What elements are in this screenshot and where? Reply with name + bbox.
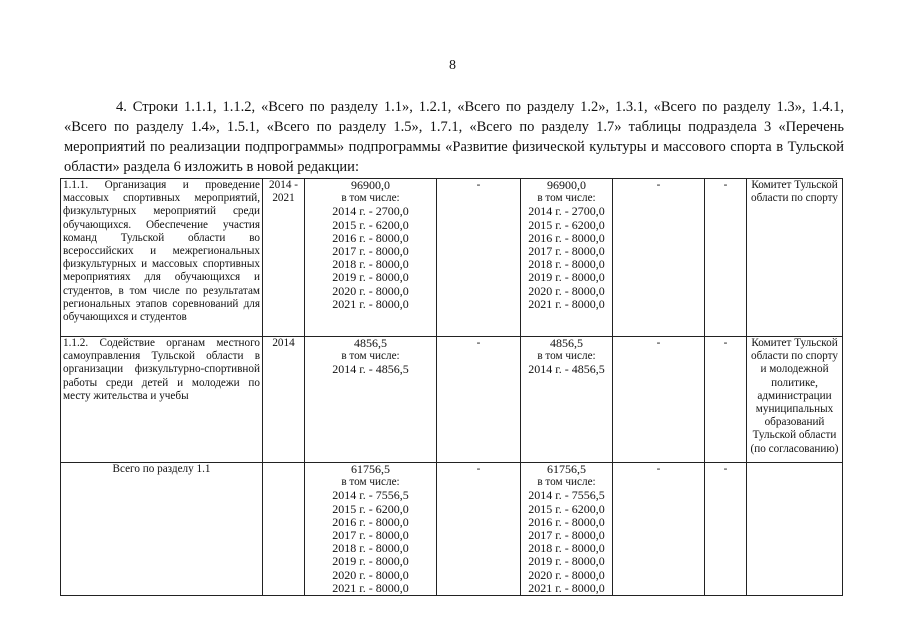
row-organization-cell: Комитет Тульской области по спорту [747, 179, 843, 337]
amount2-year-line: 2014 г. - 7556,5 [528, 488, 605, 503]
amount-including-label: в том числе: [341, 476, 400, 489]
row-amount-cell [305, 463, 437, 596]
amount2-including-label: в том числе: [537, 192, 596, 205]
row-amount-cell [305, 337, 437, 463]
measures-table [60, 178, 843, 596]
row-col4-cell: - [437, 179, 521, 337]
amount-including-label: в том числе: [341, 350, 400, 363]
row-col6-cell: - [613, 463, 705, 596]
row-name-cell: 1.1.2. Содействие органам местного самоуправления Тульской области в организации физкультурно-спортивной работы среди детей и молодежи по месту жительства и учебы [61, 337, 263, 463]
amount2-total: 61756,5 [547, 462, 586, 476]
row-name-cell: Всего по разделу 1.1 [61, 463, 263, 596]
amount-year-line: 2014 г. - 2700,0 [332, 204, 409, 219]
amount2-including-label: в том числе: [537, 350, 596, 363]
amount2-year-line: 2014 г. - 2700,0 [528, 204, 605, 219]
amount2-year-line: 2021 г. - 8000,0 [528, 296, 605, 311]
amount2-year-line: 2020 г. - 8000,0 [528, 283, 605, 298]
row-amount2-cell [521, 179, 613, 337]
amount2-year-line: 2021 г. - 8000,0 [528, 580, 605, 595]
amount-total: 61756,5 [351, 462, 390, 476]
intro-paragraph: 4. Строки 1.1.1, 1.1.2, «Всего по разделу 1.1», 1.2.1, «Всего по разделу 1.2», 1.3.1, «Всего по разделу 1.3», 1.4.1, «Всего по разделу 1.4», 1.5.1, «Всего по разделу 1.5», 1.7.1, «Всего по разделу 1.7» таблицы подраздела 3 «Перечень мероприятий по реализации подпрограммы» подпрограммы «Развитие физической культуры и массового спорта в Тульской области» раздела 6 изложить в новой редакции: [64, 99, 844, 175]
amount-total: 96900,0 [351, 178, 390, 192]
row-organization-cell [747, 463, 843, 596]
amount-year-line: 2016 г. - 8000,0 [332, 230, 409, 245]
amount-year-line: 2021 г. - 8000,0 [332, 580, 409, 595]
amount2-total: 4856,5 [550, 336, 583, 350]
amount-year-line: 2020 г. - 8000,0 [332, 283, 409, 298]
amount-year-line: 2018 г. - 8000,0 [332, 257, 409, 272]
amount2-year-line: 2019 г. - 8000,0 [528, 554, 605, 569]
page-number: 8 [449, 58, 456, 73]
amount-year-line: 2017 г. - 8000,0 [332, 528, 409, 543]
amount-year-line: 2015 г. - 6200,0 [332, 217, 409, 232]
row-amount2-cell [521, 337, 613, 463]
row-col7-cell: - [705, 463, 747, 596]
amount2-year-line: 2016 г. - 8000,0 [528, 514, 605, 529]
amount-including-label: в том числе: [341, 192, 400, 205]
amount2-year-line: 2018 г. - 8000,0 [528, 541, 605, 556]
amount-year-line: 2020 г. - 8000,0 [332, 567, 409, 582]
row-amount-cell [305, 179, 437, 337]
row-years-cell: 2014 - 2021 [263, 179, 305, 337]
amount2-total: 96900,0 [547, 178, 586, 192]
row-organization-cell: Комитет Тульской области по спорту и молодежной политике, администрации муниципальных образований Тульской области (по согласованию) [747, 337, 843, 463]
amount2-year-line: 2016 г. - 8000,0 [528, 230, 605, 245]
row-col6-cell: - [613, 337, 705, 463]
row-col7-cell: - [705, 179, 747, 337]
amount-total: 4856,5 [354, 336, 387, 350]
amount2-year-line: 2017 г. - 8000,0 [528, 528, 605, 543]
amount-year-line: 2015 г. - 6200,0 [332, 501, 409, 516]
table-row [61, 337, 843, 463]
amount-year-line: 2017 г. - 8000,0 [332, 244, 409, 259]
row-amount2-cell [521, 463, 613, 596]
row-col6-cell: - [613, 179, 705, 337]
row-name-cell: 1.1.1. Организация и проведение массовых спортивных мероприятий, физкультурных мероприятий среди обучающихся. Обеспечение участия команд Тульской области во всероссийских и межрегиональных физкультурных и массовых спортивных мероприятиях для обучающихся и студентов, в том числе по результатам региональных этапов соревнований для обучающихся и студентов [61, 179, 263, 337]
amount-year-line: 2019 г. - 8000,0 [332, 270, 409, 285]
table-row [61, 463, 843, 596]
row-col4-cell: - [437, 463, 521, 596]
amount-year-line: 2019 г. - 8000,0 [332, 554, 409, 569]
row-years-cell [263, 463, 305, 596]
amount2-year-line: 2014 г. - 4856,5 [528, 362, 605, 377]
amount2-year-line: 2017 г. - 8000,0 [528, 244, 605, 259]
amount-year-line: 2021 г. - 8000,0 [332, 296, 409, 311]
row-col4-cell: - [437, 337, 521, 463]
amount2-year-line: 2018 г. - 8000,0 [528, 257, 605, 272]
amount2-year-line: 2020 г. - 8000,0 [528, 567, 605, 582]
amount-year-line: 2016 г. - 8000,0 [332, 514, 409, 529]
row-years-cell: 2014 [263, 337, 305, 463]
row-col7-cell: - [705, 337, 747, 463]
table-row [61, 179, 843, 337]
amount-year-line: 2014 г. - 4856,5 [332, 362, 409, 377]
amount2-year-line: 2015 г. - 6200,0 [528, 217, 605, 232]
amount2-year-line: 2019 г. - 8000,0 [528, 270, 605, 285]
amount2-year-line: 2015 г. - 6200,0 [528, 501, 605, 516]
amount-year-line: 2018 г. - 8000,0 [332, 541, 409, 556]
amount-year-line: 2014 г. - 7556,5 [332, 488, 409, 503]
amount2-including-label: в том числе: [537, 476, 596, 489]
